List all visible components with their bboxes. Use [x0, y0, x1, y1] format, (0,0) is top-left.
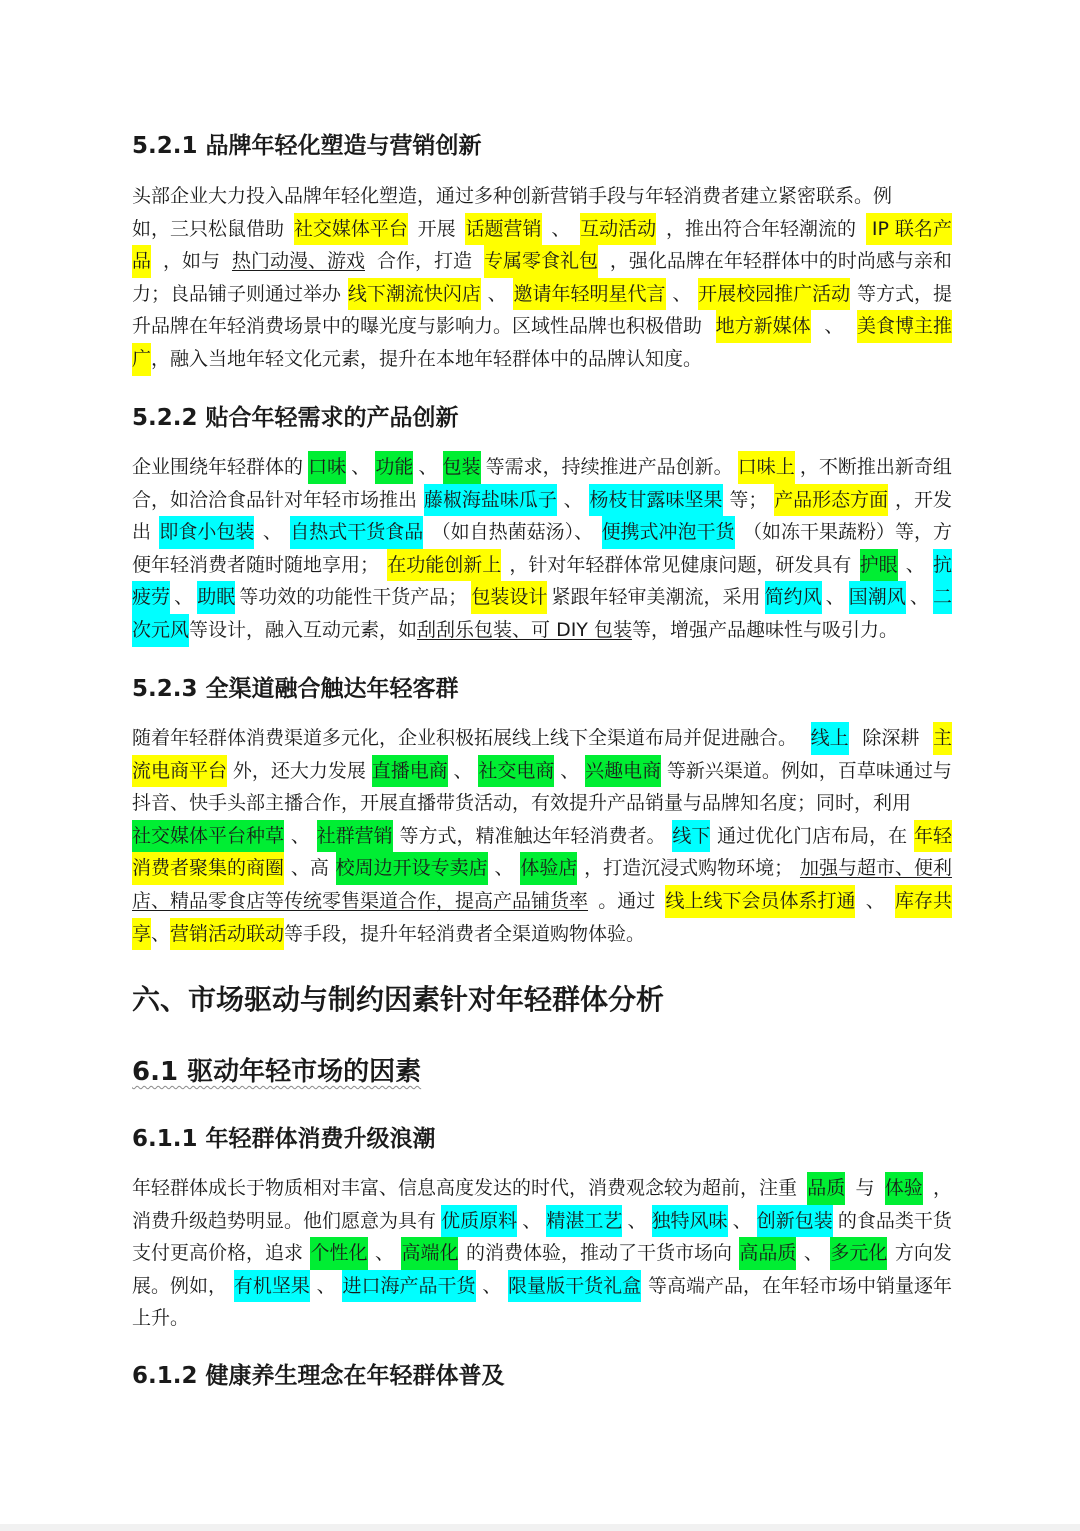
subsection-heading	[132, 402, 459, 434]
text-run: 、	[453, 759, 473, 782]
highlight-cyan: 次元风	[132, 614, 189, 647]
text-run: （如冻干果蔬粉）等，方	[742, 521, 952, 544]
text-run: 升品牌在年轻消费场景中的曝光度与影响力。区域性品牌也积极借助	[132, 315, 703, 338]
text-run: 、	[351, 456, 371, 478]
text-run: 等需求，持续推进产品创新。	[485, 456, 733, 478]
highlight-green: 体验店	[520, 852, 577, 885]
highlight-yellow: IP 联名产	[866, 213, 952, 246]
text-run: 、	[290, 824, 310, 847]
text-run: 等，增强产品趣味性与吸引力。	[631, 618, 898, 641]
paragraph-line	[132, 310, 952, 343]
heading-text: 5.2.3 全渠道融合触达年轻客群	[132, 676, 459, 702]
highlight-cyan: 优质原料	[441, 1205, 517, 1238]
paragraph-line	[132, 549, 952, 582]
paragraph-line	[132, 1270, 952, 1303]
highlight-yellow: 口味上	[738, 451, 795, 484]
text-run: 外，还大力发展	[232, 759, 366, 782]
chapter-heading	[132, 981, 664, 1019]
text-run: 、	[560, 759, 580, 782]
text-run: 等手段，提升年轻消费者全渠道购物体验。	[284, 922, 646, 945]
text-run: 的食品类干货	[837, 1209, 952, 1232]
text-run: 、	[262, 521, 282, 544]
text-run: 支付更高价格，追求	[132, 1242, 304, 1265]
text-run: 等设计，融入互动元素，如	[189, 618, 418, 641]
subsection-heading	[132, 1123, 436, 1155]
heading-text: 5.2.1 品牌年轻化塑造与营销创新	[132, 133, 482, 159]
text-run: 、高	[290, 857, 329, 880]
highlight-cyan: 便携式冲泡干货	[602, 516, 735, 549]
text-run: 展。例如，	[132, 1274, 228, 1297]
highlight-yellow: 在功能创新上	[387, 549, 501, 582]
section-heading	[132, 1054, 421, 1090]
heading-text: 6.1.2 健康养生理念在年轻群体普及	[132, 1363, 505, 1389]
text-run: 便年轻消费者随时随地享用；	[132, 553, 380, 576]
text-run: （如自热菌菇汤）、	[431, 521, 594, 544]
text-run: ，不断推出新奇组	[799, 456, 952, 478]
text-run: 、	[627, 1209, 647, 1232]
text-run: 消费升级趋势明显。他们愿意为具有	[132, 1209, 437, 1232]
text-run: 、	[732, 1209, 752, 1232]
text-run: 、	[482, 1274, 502, 1297]
highlight-cyan: 杨枝甘露味坚果	[589, 484, 722, 517]
highlight-green: 品质	[807, 1172, 845, 1205]
paragraph-line	[132, 213, 952, 246]
text-run: 、	[174, 586, 194, 609]
text-run: ，	[932, 1177, 952, 1199]
highlight-cyan: 即食小包装	[159, 516, 254, 549]
highlight-yellow: 线下潮流快闪店	[348, 278, 481, 311]
paragraph-line	[132, 787, 952, 820]
highlight-green: 直播电商	[372, 755, 448, 788]
highlight-green: 个性化	[310, 1237, 367, 1270]
text-run: 、	[487, 282, 507, 305]
heading-text: 6.1 驱动年轻市场的因素	[132, 1057, 422, 1087]
highlight-cyan: 抗	[933, 549, 952, 582]
subsection-heading	[132, 130, 482, 162]
highlight-yellow: 广	[132, 343, 151, 376]
highlight-green: 社群营销	[317, 820, 393, 853]
highlight-yellow: 包装设计	[471, 581, 547, 614]
text-run: 力；良品铺子则通过举办	[132, 282, 342, 305]
underlined-text: 刮刮乐包装、可 DIY 包装	[417, 618, 632, 641]
text-run: 、	[563, 488, 583, 511]
paragraph-line	[132, 1205, 952, 1238]
paragraph-line	[132, 1302, 952, 1335]
highlight-green: 体验	[885, 1172, 923, 1205]
text-run: 的消费体验，推动了干货市场向	[465, 1242, 732, 1265]
paragraph-line	[132, 918, 952, 951]
highlight-yellow: 产品形态方面	[774, 484, 888, 517]
highlight-cyan: 藤椒海盐味瓜子	[424, 484, 557, 517]
highlight-green: 功能	[375, 451, 413, 484]
highlight-green: 高品质	[739, 1237, 796, 1270]
highlight-green: 多元化	[830, 1237, 887, 1270]
highlight-green: 包装	[443, 451, 481, 484]
paragraph	[132, 180, 952, 376]
paragraph	[132, 451, 952, 647]
subsection-heading	[132, 673, 459, 705]
highlight-yellow: 线上线下会员体系打通	[665, 885, 855, 918]
text-run: 等方式，精准触达年轻消费者。	[399, 824, 666, 847]
highlight-cyan: 助眠	[197, 581, 235, 614]
paragraph-line	[132, 245, 952, 278]
text-run: 、	[151, 922, 171, 945]
text-run: ，融入当地年轻文化元素，提升在本地年轻群体中的品牌认知度。	[151, 347, 703, 370]
paragraph-line	[132, 885, 952, 918]
paragraph-line	[132, 343, 952, 376]
text-run: 紧跟年轻审美潮流，采用	[551, 586, 761, 609]
text-run: 、	[316, 1274, 336, 1297]
highlight-green: 校周边开设专卖店	[336, 852, 488, 885]
text-run: 、	[909, 586, 929, 609]
text-run: ，针对年轻群体常见健康问题，研发具有	[509, 553, 852, 576]
paragraph-line	[132, 755, 952, 788]
paragraph-line	[132, 1237, 952, 1270]
heading-text: 5.2.2 贴合年轻需求的产品创新	[132, 405, 459, 431]
highlight-cyan: 疲劳	[132, 581, 170, 614]
highlight-cyan: 简约风	[765, 581, 822, 614]
paragraph-line	[132, 180, 952, 213]
highlight-yellow: 营销活动联动	[170, 918, 284, 951]
underlined-text: 加强与超市、便利	[799, 857, 952, 880]
highlight-yellow: 流电商平台	[132, 755, 227, 788]
text-run: 企业围绕年轻群体的	[132, 456, 304, 478]
text-run: 上升。	[132, 1307, 190, 1330]
text-run: 如，三只松鼠借助	[132, 217, 285, 240]
underlined-text: 热门动漫、游戏	[231, 250, 365, 273]
underlined-text: 店、精品零食店等传统零售渠道合作，提高产品铺货率	[132, 889, 589, 912]
paragraph-line	[132, 484, 952, 517]
highlight-green: 兴趣电商	[585, 755, 661, 788]
highlight-cyan: 独特风味	[652, 1205, 728, 1238]
text-run: 、	[551, 217, 571, 240]
paragraph-line	[132, 516, 952, 549]
paragraph-line	[132, 581, 952, 614]
subsection-heading	[132, 1360, 505, 1392]
text-run: ，打造沉浸式购物环境；	[584, 857, 794, 880]
paragraph-line	[132, 451, 952, 484]
paragraph	[132, 1172, 952, 1335]
text-run: 年轻群体成长于物质相对丰富、信息高度发达的时代，消费观念较为超前，注重	[132, 1177, 798, 1199]
highlight-green: 护眼	[860, 549, 898, 582]
text-run: ，强化品牌在年轻群体中的时尚感与亲和	[609, 250, 952, 273]
text-run: 、	[374, 1242, 394, 1265]
text-run: 随着年轻群体消费渠道多元化，企业积极拓展线上线下全渠道布局并促进融合。	[132, 727, 798, 749]
highlight-cyan: 精湛工艺	[546, 1205, 622, 1238]
text-run: 、	[905, 553, 925, 576]
paragraph-line	[132, 1172, 952, 1205]
highlight-yellow: 社交媒体平台	[294, 213, 408, 246]
highlight-yellow: 地方新媒体	[716, 310, 811, 343]
text-run: 、	[494, 857, 514, 880]
text-run: 方向发	[894, 1242, 952, 1265]
heading-text: 六、市场驱动与制约因素针对年轻群体分析	[132, 983, 665, 1016]
highlight-cyan: 二	[933, 581, 952, 614]
highlight-yellow: 年轻	[914, 820, 952, 853]
highlight-cyan: 自热式干货食品	[290, 516, 423, 549]
text-run: ，推出符合年轻潮流的	[665, 217, 856, 240]
paragraph-line	[132, 852, 952, 885]
highlight-yellow: 享	[132, 918, 151, 951]
text-run: 、	[418, 456, 438, 478]
highlight-cyan: 创新包装	[757, 1205, 833, 1238]
page-bottom-edge	[0, 1524, 1080, 1531]
highlight-cyan: 线下	[672, 820, 710, 853]
highlight-cyan: 国潮风	[849, 581, 906, 614]
highlight-green: 社交媒体平台种草	[132, 820, 284, 853]
paragraph-line	[132, 614, 952, 647]
text-run: 开展	[417, 217, 456, 240]
text-run: 等；	[729, 488, 768, 511]
text-run: 合作，打造	[376, 250, 472, 273]
paragraph	[132, 722, 952, 950]
paragraph-line	[132, 722, 952, 755]
text-run: 等方式，提	[856, 282, 952, 305]
highlight-yellow: 专属零食礼包	[484, 245, 598, 278]
text-run: 、	[672, 282, 692, 305]
highlight-yellow: 话题营销	[465, 213, 541, 246]
text-run: 合，如洽洽食品针对年轻市场推出	[132, 488, 418, 511]
text-run: 头部企业大力投入品牌年轻化塑造，通过多种创新营销手段与年轻消费者建立紧密联系。例	[132, 185, 893, 207]
text-run: 。通过	[598, 889, 656, 912]
highlight-cyan: 限量版干货礼盒	[508, 1270, 641, 1303]
text-run: 通过优化门店布局，在	[717, 824, 908, 847]
text-run: 抖音、快手头部主播合作，开展直播带货活动，有效提升产品销量与品牌知名度；同时，利用	[132, 792, 912, 815]
text-run: 等高端产品，在年轻市场中销量逐年	[647, 1274, 952, 1297]
highlight-cyan: 线上	[811, 722, 849, 755]
text-run: 等功效的功能性干货产品；	[239, 586, 468, 609]
text-run: 、	[825, 586, 845, 609]
highlight-yellow: 开展校园推广活动	[698, 278, 850, 311]
text-run: 、	[865, 889, 885, 912]
paragraph-line	[132, 820, 952, 853]
highlight-yellow: 品	[132, 245, 151, 278]
paragraph-line	[132, 278, 952, 311]
text-run: 除深耕	[862, 727, 920, 749]
text-run: 等新兴渠道。例如，百草味通过与	[666, 759, 952, 782]
heading-text: 6.1.1 年轻群体消费升级浪潮	[132, 1126, 436, 1152]
highlight-yellow: 主	[933, 722, 952, 755]
highlight-cyan: 有机坚果	[234, 1270, 310, 1303]
highlight-cyan: 进口海产品干货	[342, 1270, 475, 1303]
text-run: 、	[522, 1209, 542, 1232]
highlight-yellow: 美食博主推	[857, 310, 952, 343]
text-run: ，如与	[162, 250, 220, 273]
text-run: 、	[824, 315, 844, 338]
text-run: ，开发	[894, 488, 952, 511]
text-run: 、	[803, 1242, 823, 1265]
highlight-yellow: 库存共	[895, 885, 952, 918]
highlight-green: 口味	[308, 451, 346, 484]
text-run: 与	[855, 1177, 875, 1199]
highlight-green: 社交电商	[478, 755, 554, 788]
highlight-yellow: 消费者聚集的商圈	[132, 852, 284, 885]
text-run: 出	[132, 521, 152, 544]
highlight-green: 高端化	[401, 1237, 458, 1270]
highlight-yellow: 邀请年轻明星代言	[513, 278, 665, 311]
highlight-yellow: 互动活动	[580, 213, 656, 246]
